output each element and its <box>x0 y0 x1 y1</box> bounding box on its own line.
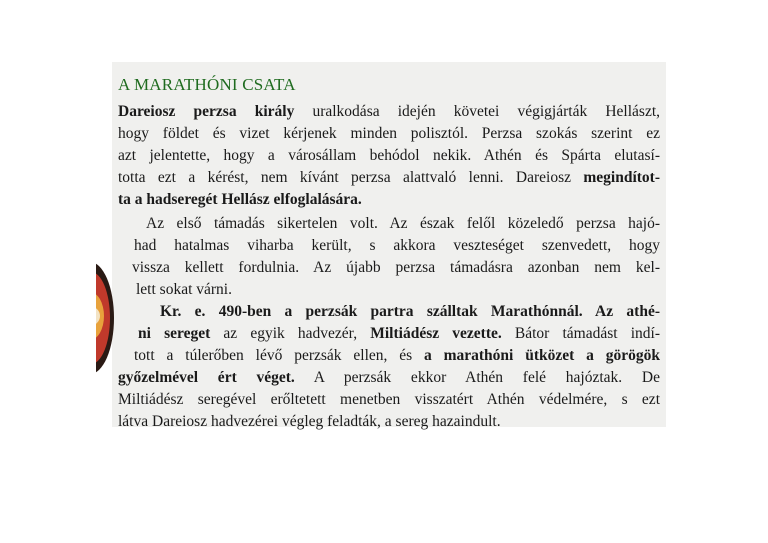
text-line <box>134 346 660 366</box>
text-line <box>118 168 660 188</box>
text-run: had hatalmas viharba került, s akkora veszteséget szenvedett, hogy <box>134 237 660 254</box>
text-run: látva Dareiosz hadvezérei végleg feladták, a sereg hazaindult. <box>118 413 501 430</box>
text-run: Az első támadás sikertelen volt. Az észak felől közeledő perzsa hajó- <box>146 215 660 232</box>
bold-text-run: győzelmével ért véget. <box>118 369 295 386</box>
text-run: vissza kellett fordulnia. Az újabb perzsa támadásra azonban nem kel- <box>132 259 660 276</box>
text-run: Bátor támadást indí- <box>501 325 660 342</box>
text-line <box>118 190 518 210</box>
bold-text-run: megindítot- <box>583 169 660 186</box>
text-run: hogy földet és vizet kérjenek minden polisztól. Perzsa szokás szerint ez <box>118 125 660 142</box>
text-run: Miltiádész seregével erőltetett menetben visszatért Athén védelmére, s ezt <box>118 391 660 408</box>
text-line <box>160 302 660 322</box>
text-line <box>132 258 660 278</box>
text-line <box>134 236 660 256</box>
text-line <box>118 146 660 166</box>
text-run: tott a túlerőben lévő perzsák ellen, és <box>134 347 424 364</box>
text-line <box>138 324 660 344</box>
text-line <box>118 368 660 388</box>
bold-text-run: Kr. e. 490-ben a perzsák partra szálltak Marathónnál. Az athé- <box>160 303 660 320</box>
text-run: A perzsák ekkor Athén felé hajóztak. De <box>294 369 661 386</box>
text-run: lett sokat várni. <box>136 281 232 298</box>
bold-text-run: ni sereget <box>138 325 211 342</box>
text-run: uralkodása idején követei végigjárták Hellászt, <box>294 103 661 120</box>
text-line <box>146 214 660 234</box>
bold-text-run: Miltiádész vezette. <box>370 325 502 342</box>
section-title: A MARATHÓNI CSATA <box>118 75 296 94</box>
text-line <box>118 124 660 144</box>
text-line <box>136 280 336 300</box>
text-line <box>118 102 660 122</box>
bold-text-run: Dareiosz perzsa király <box>118 103 295 120</box>
text-run: azt jelentette, hogy a városállam behódol nekik. Athén és Spárta elutasí- <box>118 147 660 164</box>
bold-text-run: a marathóni ütközet a görögök <box>424 347 660 364</box>
bold-text-run: ta a hadseregét Hellász elfoglalására. <box>118 191 362 208</box>
text-line <box>118 390 660 410</box>
decorative-illustration-fragment <box>96 262 118 374</box>
text-run: az egyik hadvezér, <box>210 325 371 342</box>
text-run: totta ezt a kérést, nem kívánt perzsa alattvaló lenni. Dareiosz <box>118 169 584 186</box>
text-line <box>118 412 638 432</box>
